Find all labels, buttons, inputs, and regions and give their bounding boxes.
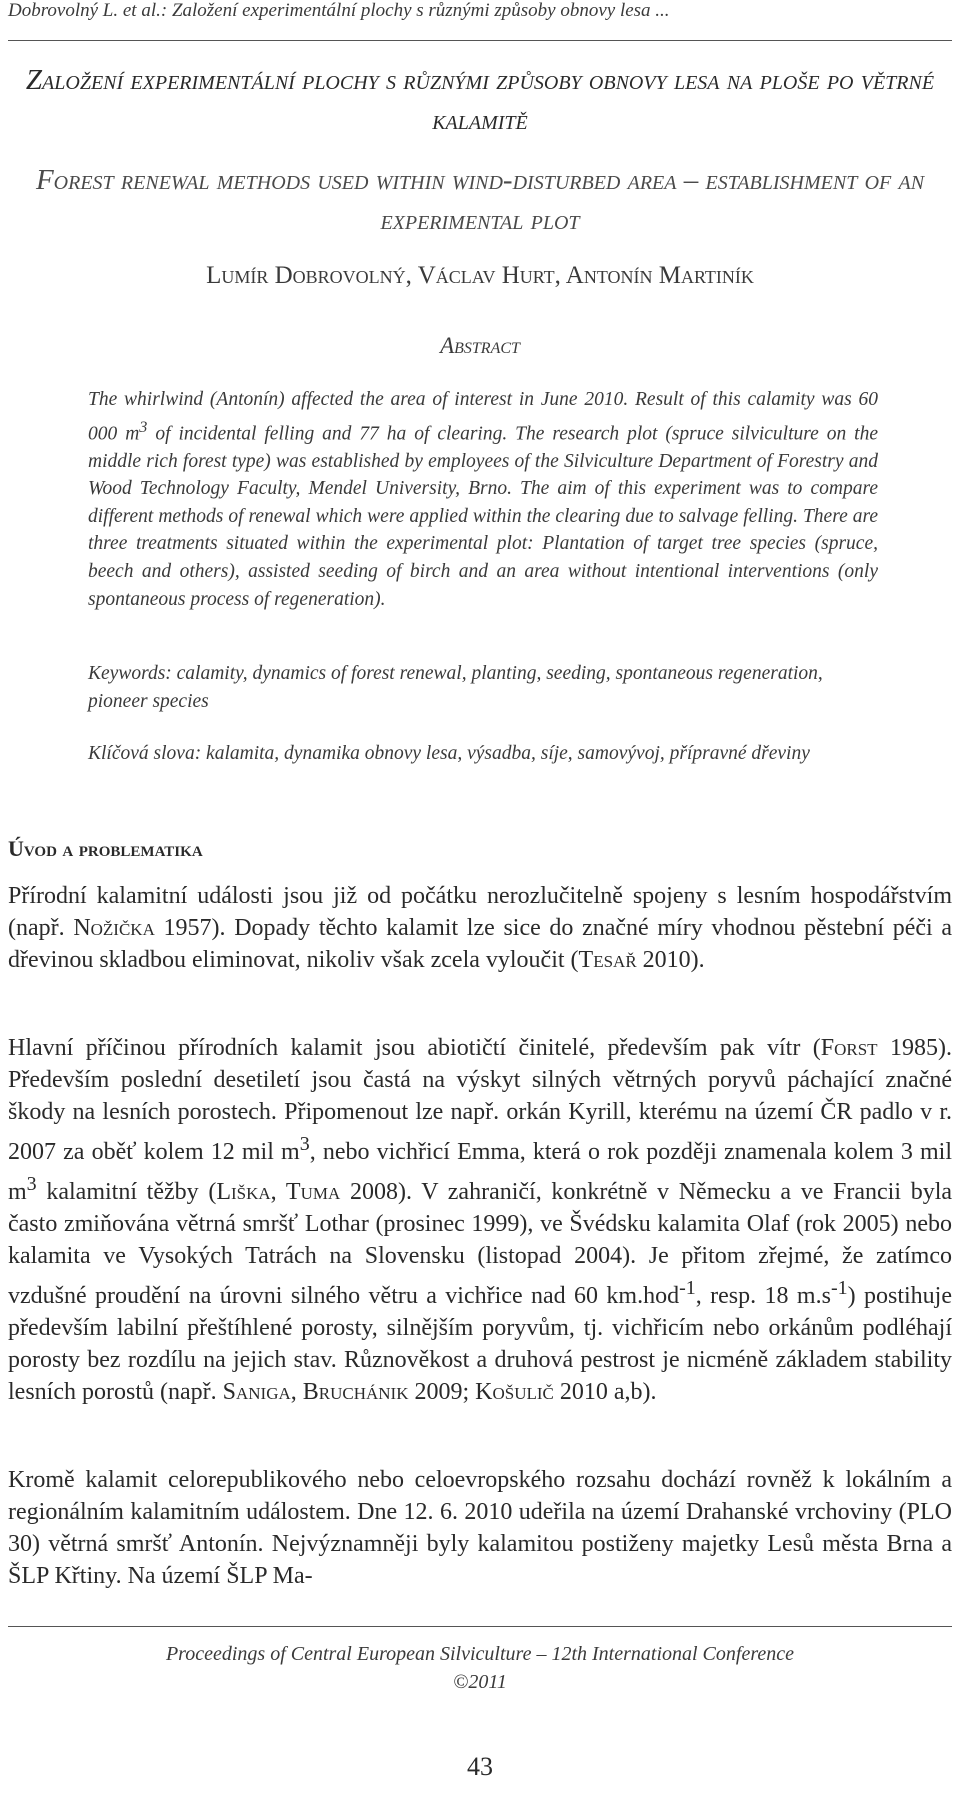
footer-conference: Proceedings of Central European Silviculture – 12th International Conference	[165, 1643, 795, 1665]
footer-copyright: ©2011	[453, 1671, 507, 1693]
footer	[0, 1640, 960, 1696]
p1-text-a: Přírodní kalamitní události jsou již od počátku nerozlučitelně spojeny s lesním hospodářstvím (např.	[8, 883, 952, 941]
abstract-heading: Abstract	[440, 333, 520, 358]
header-rule	[8, 40, 952, 41]
p2-text-h: 2009;	[408, 1379, 476, 1405]
title-czech: Založení experimentální plochy s různými způsoby obnovy lesa na ploše po větrné kalamitě	[25, 64, 935, 136]
p2-citation-2: Liška, Tuma	[216, 1179, 341, 1205]
p2-text-c: , nebo vichřicí Emma, která o rok později znamenala kolem 3 mil m	[8, 1139, 952, 1205]
abstract-superscript: 3	[139, 417, 148, 436]
p2-superscript-3: -1	[679, 1277, 696, 1299]
p1-text-c: 2010).	[636, 947, 705, 973]
p2-superscript-1: 3	[299, 1133, 310, 1155]
title-english: Forest renewal methods used within wind-disturbed area – establishment of an experimental plot	[35, 164, 925, 236]
p1-citation-2: Tesař	[578, 947, 637, 973]
abstract-text	[88, 386, 878, 613]
authors: Lumír Dobrovolný, Václav Hurt, Antonín Martiník	[206, 262, 754, 289]
running-header: Dobrovolný L. et al.: Založení experimentální plochy s různými způsoby obnovy lesa ...	[8, 0, 670, 21]
p2-citation-1: Forst	[820, 1035, 878, 1061]
p2-text-e: 2008). V zahraničí, konkrétně v Německu a ve Francii byla často zmiňována větrná smršť Lothar (prosinec 1999), ve Švédsku kalamita Olaf (rok 2005) nebo kalamita ve Vysokých Tatrách na Slovensku (listopad 2004). Je přitom zřejmé, že zatímco vzdušné proudění na úrovni silného větru a vichřice nad 60 km.hod	[8, 1179, 953, 1309]
paragraph-1	[8, 880, 952, 976]
footer-rule	[8, 1626, 952, 1627]
p2-text-i: 2010 a,b).	[553, 1379, 657, 1405]
section-heading: Úvod a problematika	[8, 836, 203, 861]
paragraph-2	[8, 1032, 952, 1408]
page-number: 43	[467, 1752, 493, 1781]
klicova-slova: Klíčová slova: kalamita, dynamika obnovy lesa, výsadba, síje, samovývoj, přípravné dřeviny	[88, 743, 810, 764]
p2-text-a: Hlavní příčinou přírodních kalamit jsou abiotičtí činitelé, především pak vítr (	[8, 1035, 821, 1061]
p1-text-b: 1957). Dopady těchto kalamit lze sice do značné míry vhodnou pěstební péči a dřevinou skladbou eliminovat, nikoliv však zcela vyloučit (	[8, 915, 953, 973]
p1-citation-1: Nožička	[73, 915, 155, 941]
p2-text-g: ) postihuje především labilní přeštíhlené porosty, silnějším poryvům, tj. vichřicím nebo orkánům podléhají porosty bez rozdílu na jejich stav. Různověkost a druhová pestrost je nicméně základem stability lesních porostů (např.	[8, 1283, 952, 1405]
p2-citation-4: Košulič	[475, 1379, 554, 1405]
p2-text-f: , resp. 18 m.s	[695, 1283, 831, 1309]
p2-superscript-4: -1	[830, 1277, 848, 1299]
p2-text-d: kalamitní těžby (	[36, 1179, 217, 1205]
p2-superscript-2: 3	[26, 1173, 37, 1195]
abstract-part1: The whirlwind (Antonín) affected the area of interest in June 2010. Result of this calamity was 60 000 m	[88, 389, 878, 445]
abstract-part2: of incidental felling and 77 ha of clearing. The research plot (spruce silviculture on the middle rich forest type) was established by employees of the Silviculture Department of Forestry and Wood Technology Faculty, Mendel University, Brno. The aim of this experiment was to compare different methods of renewal which were applied within the clearing due to salvage felling. There are three treatments situated within the experimental plot: Plantation of target tree species (spruce, beech and others), assisted seeding of birch and an area without intentional interventions (only spontaneous process of regeneration).	[88, 423, 878, 610]
p2-text-b: 1985). Především poslední desetiletí jsou častá na výskyt silných větrných poryvů páchající značné škody na lesních porostech. Připomenout lze např. orkán Kyrill, kterému na území ČR padlo v r. 2007 za oběť kolem 12 mil m	[8, 1035, 952, 1165]
paragraph-3: Kromě kalamit celorepublikového nebo celoevropského rozsahu dochází rovněž k lokálním a regionálním kalamitním událostem. Dne 12. 6. 2010 udeřila na území Drahanské vrchoviny (PLO 30) větrná smršť Antonín. Nejvýznamněji byly kalamitou postiženy majetky Lesů města Brna a ŠLP Křtiny. Na území ŠLP Ma-	[8, 1467, 952, 1589]
keywords: Keywords: calamity, dynamics of forest renewal, planting, seeding, spontaneous regeneration, pioneer species	[88, 663, 823, 712]
p2-citation-3: Saniga, Bruchánik	[222, 1379, 409, 1405]
